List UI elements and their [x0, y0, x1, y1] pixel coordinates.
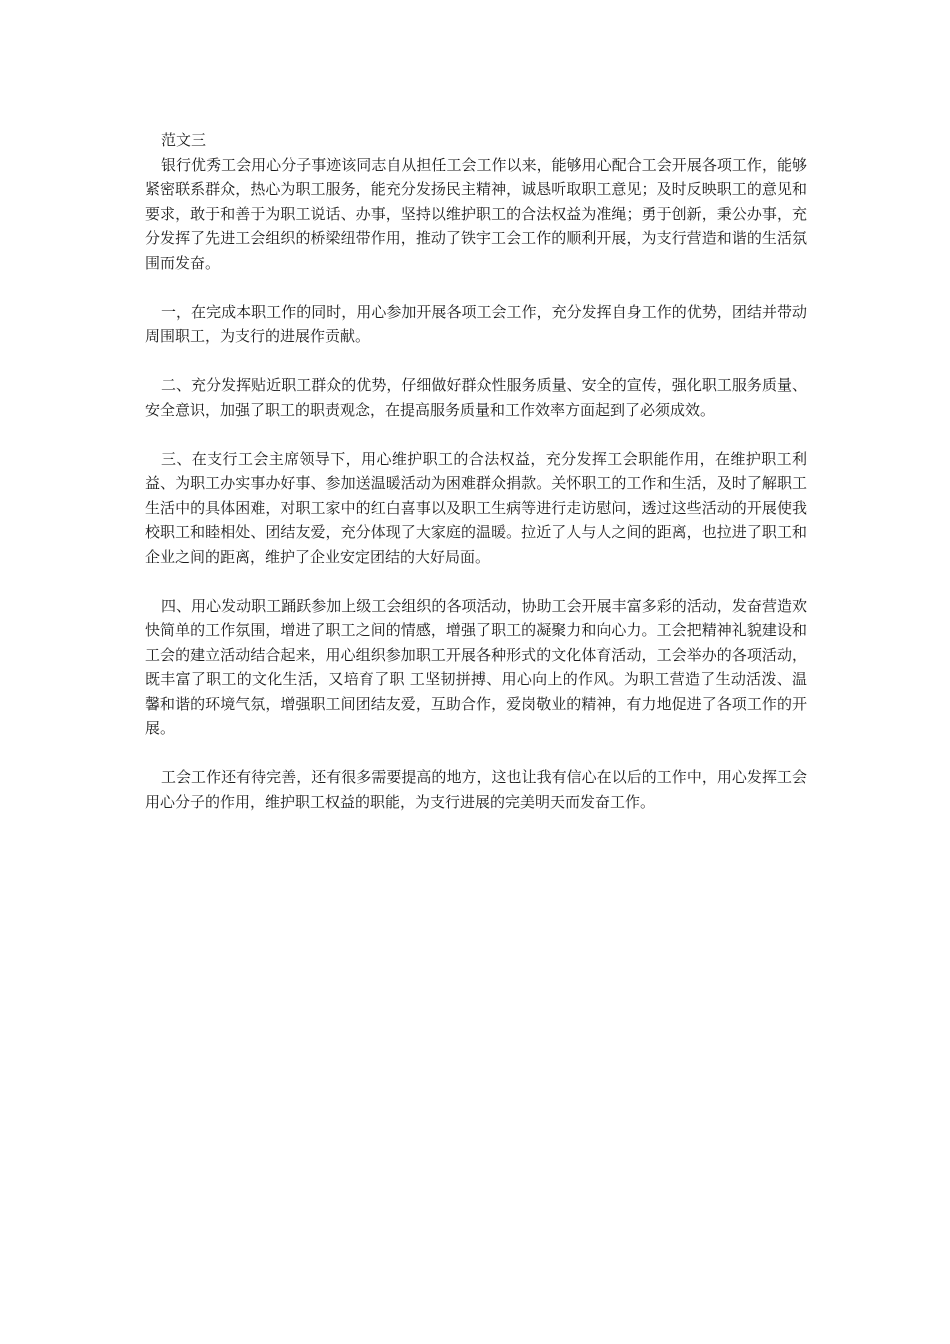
- paragraph-gap: [145, 275, 807, 300]
- paragraph-gap: [145, 741, 807, 766]
- paragraph-point-1: 一，在完成本职工作的同时，用心参加开展各项工会工作，充分发挥自身工作的优势，团结并带动周围职工，为支行的进展作贡献。: [145, 302, 807, 345]
- paragraph-point-2: 二、充分发挥贴近职工群众的优势，仔细做好群众性服务质量、安全的宣传，强化职工服务质量、安全意识，加强了职工的职责观念，在提高服务质量和工作效率方面起到了必须成效。: [145, 376, 807, 419]
- paragraph-gap: [145, 349, 807, 374]
- paragraph-point-3: 三、在支行工会主席领导下，用心维护职工的合法权益，充分发挥工会职能作用，在维护职工利益、为职工办实事办好事、参加送温暖活动为困难群众捐款。关怀职工的工作和生活，及时了解职工生活中的具体困难，对职工家中的红白喜事以及职工生病等进行走访慰问，透过这些活动的开展使我校职工和睦相处、团结友爱，充分体现了大家庭的温暖。拉近了人与人之间的距离，也拉进了职工和企业之间的距离，维护了企业安定团结的大好局面。: [145, 449, 807, 566]
- document-body: [145, 128, 807, 814]
- paragraph-intro: 银行优秀工会用心分子事迹该同志自从担任工会工作以来，能够用心配合工会开展各项工作，能够紧密联系群众，热心为职工服务，能充分发扬民主精神，诚恳听取职工意见；及时反映职工的意见和要求，敢于和善于为职工说话、办事，坚持以维护职工的合法权益为准绳；勇于创新，秉公办事，充分发挥了先进工会组织的桥梁纽带作用，推动了铁宇工会工作的顺利开展，为支行营造和谐的生活氛围而发奋。: [145, 155, 807, 272]
- document-title: 范文三: [161, 131, 207, 149]
- paragraph-conclusion: 工会工作还有待完善，还有很多需要提高的地方，这也让我有信心在以后的工作中，用心发挥工会用心分子的作用，维护职工权益的职能，为支行进展的完美明天而发奋工作。: [145, 768, 807, 811]
- paragraph-gap: [145, 569, 807, 594]
- paragraph-gap: [145, 422, 807, 447]
- paragraph-point-4: 四、用心发动职工踊跃参加上级工会组织的各项活动，协助工会开展丰富多彩的活动，发奋营造欢快简单的工作氛围，增进了职工之间的情感，增强了职工的凝聚力和向心力。工会把精神礼貌建设和工会的建立活动结合起来，用心组织参加职工开展各种形式的文化体育活动，工会举办的各项活动，既丰富了职工的文化生活，又培育了职 工坚韧拼搏、用心向上的作风。为职工营造了生动活泼、温馨和谐的环境气氛，增强职工间团结友爱，互助合作，爱岗敬业的精神，有力地促进了各项工作的开展。: [145, 596, 807, 737]
